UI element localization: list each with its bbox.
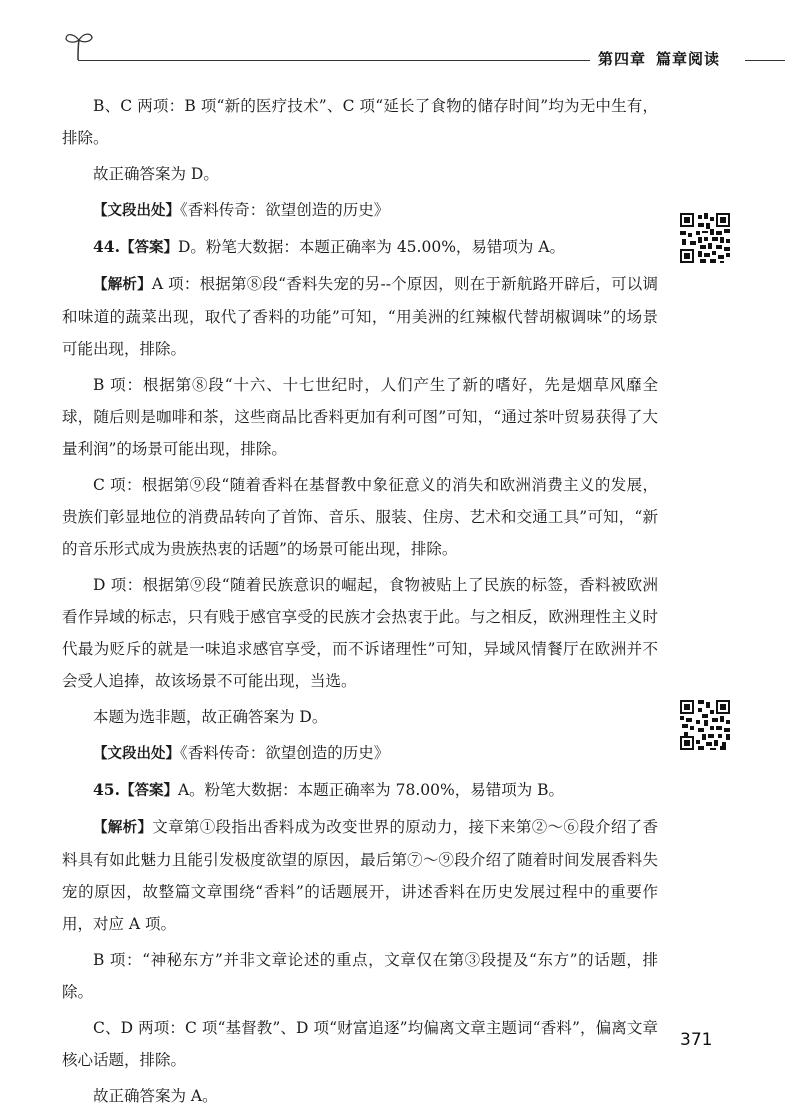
paragraph-text: C 项：根据第⑨段“随着香料在基督教中象征意义的消失和欧洲消费主义的发展，贵族们彰显地位的消费品转向了首饰、音乐、服装、住房、艺术和交通工具”可知，“新的音乐形式成为贵族热衷的话题”的场景可能出现，排除。 xyxy=(62,476,658,558)
qr-code-icon[interactable] xyxy=(680,700,730,750)
source-note xyxy=(62,194,658,227)
paragraph xyxy=(62,369,658,465)
paragraph xyxy=(62,569,658,697)
paragraph xyxy=(62,1012,658,1076)
paragraph-text: B、C 两项：B 项“新的医疗技术”、C 项“延长了食物的储存时间”均为无中生有，排除。 xyxy=(62,97,658,147)
answer-tag: 【答案】 xyxy=(119,783,178,799)
page-content xyxy=(62,90,658,1116)
chapter-number: 第四章 xyxy=(598,50,647,68)
paragraph-text: B 项：“神秘东方”并非文章论述的重点，文章仅在第③段提及“东方”的话题，排除。 xyxy=(62,951,658,1001)
paragraph xyxy=(62,90,658,154)
paragraph-text: 故正确答案为 D。 xyxy=(93,165,219,183)
answer-text: A。粉笔大数据：本题正确率为 78.00%，易错项为 B。 xyxy=(177,781,565,799)
analysis-tag: 【解析】 xyxy=(93,277,152,293)
analysis-paragraph xyxy=(62,268,658,365)
question-number: 44. xyxy=(93,237,120,256)
source-note xyxy=(62,737,658,770)
paragraph-text: 故正确答案为 A。 xyxy=(93,1087,218,1105)
paragraph-text: B 项：根据第⑧段“十六、十七世纪时，人们产生了新的嗜好，先是烟草风靡全球，随后则是咖啡和茶，这些商品比香料更加有利可图”可知，“通过茶叶贸易获得了大量利润”的场景可能出现，排除。 xyxy=(62,376,658,458)
paragraph xyxy=(62,944,658,1008)
source-title: 《香料传奇：欲望创造的历史》 xyxy=(180,201,390,219)
analysis-tag: 【解析】 xyxy=(93,820,153,836)
answer-tag: 【答案】 xyxy=(119,240,178,256)
paragraph xyxy=(62,469,658,565)
qr-code-icon[interactable] xyxy=(680,213,730,263)
source-tag: 【文段出处】 xyxy=(93,746,180,762)
sprout-icon xyxy=(64,28,94,62)
answer-45 xyxy=(62,774,658,807)
paragraph-text: C、D 两项：C 项“基督教”、D 项“财富追逐”均偏离文章主题词“香料”，偏离文章核心话题，排除。 xyxy=(62,1019,658,1069)
paragraph xyxy=(62,158,658,190)
answer-44 xyxy=(62,231,658,264)
source-title: 《香料传奇：欲望创造的历史》 xyxy=(180,744,390,762)
paragraph-text: D 项：根据第⑨段“随着民族意识的崛起，食物被贴上了民族的标签，香料被欧洲看作异域的标志，只有贱于感官享受的民族才会热衷于此。与之相反，欧洲理性主义时代最为贬斥的就是一味追求感官享受，而不诉诸理性”可知，异域风情餐厅在欧洲并不会受人追捧，故该场景不可能出现，当选。 xyxy=(62,576,658,690)
header-rule xyxy=(78,60,590,61)
paragraph-text: 本题为选非题，故正确答案为 D。 xyxy=(93,708,328,726)
paragraph xyxy=(62,701,658,733)
analysis-paragraph xyxy=(62,811,658,940)
analysis-text: A 项：根据第⑧段“香料失宠的另--个原因，则在于新航路开辟后，可以调和味道的蔬菜出现，取代了香料的功能”可知，“用美洲的红辣椒代替胡椒调味”的场景可能出现，排除。 xyxy=(62,275,659,358)
analysis-text: 文章第①段指出香料成为改变世界的原动力，接下来第②～⑥段介绍了香料具有如此魅力且能引发极度欲望的原因，最后第⑦～⑨段介绍了随着时间发展香料失宠的原因，故整篇文章围绕“香料”的话题展开，讲述香料在历史发展过程中的重要作用，对应 A 项。 xyxy=(62,818,658,933)
source-tag: 【文段出处】 xyxy=(93,203,180,219)
chapter-title: 篇章阅读 xyxy=(656,50,721,68)
header-rule-right xyxy=(745,60,785,61)
page-number: 371 xyxy=(680,1030,713,1050)
answer-text: D。粉笔大数据：本题正确率为 45.00%，易错项为 A。 xyxy=(177,238,566,256)
question-number: 45. xyxy=(93,780,120,799)
page-header xyxy=(0,0,800,80)
chapter-heading xyxy=(598,48,720,69)
paragraph xyxy=(62,1080,658,1112)
